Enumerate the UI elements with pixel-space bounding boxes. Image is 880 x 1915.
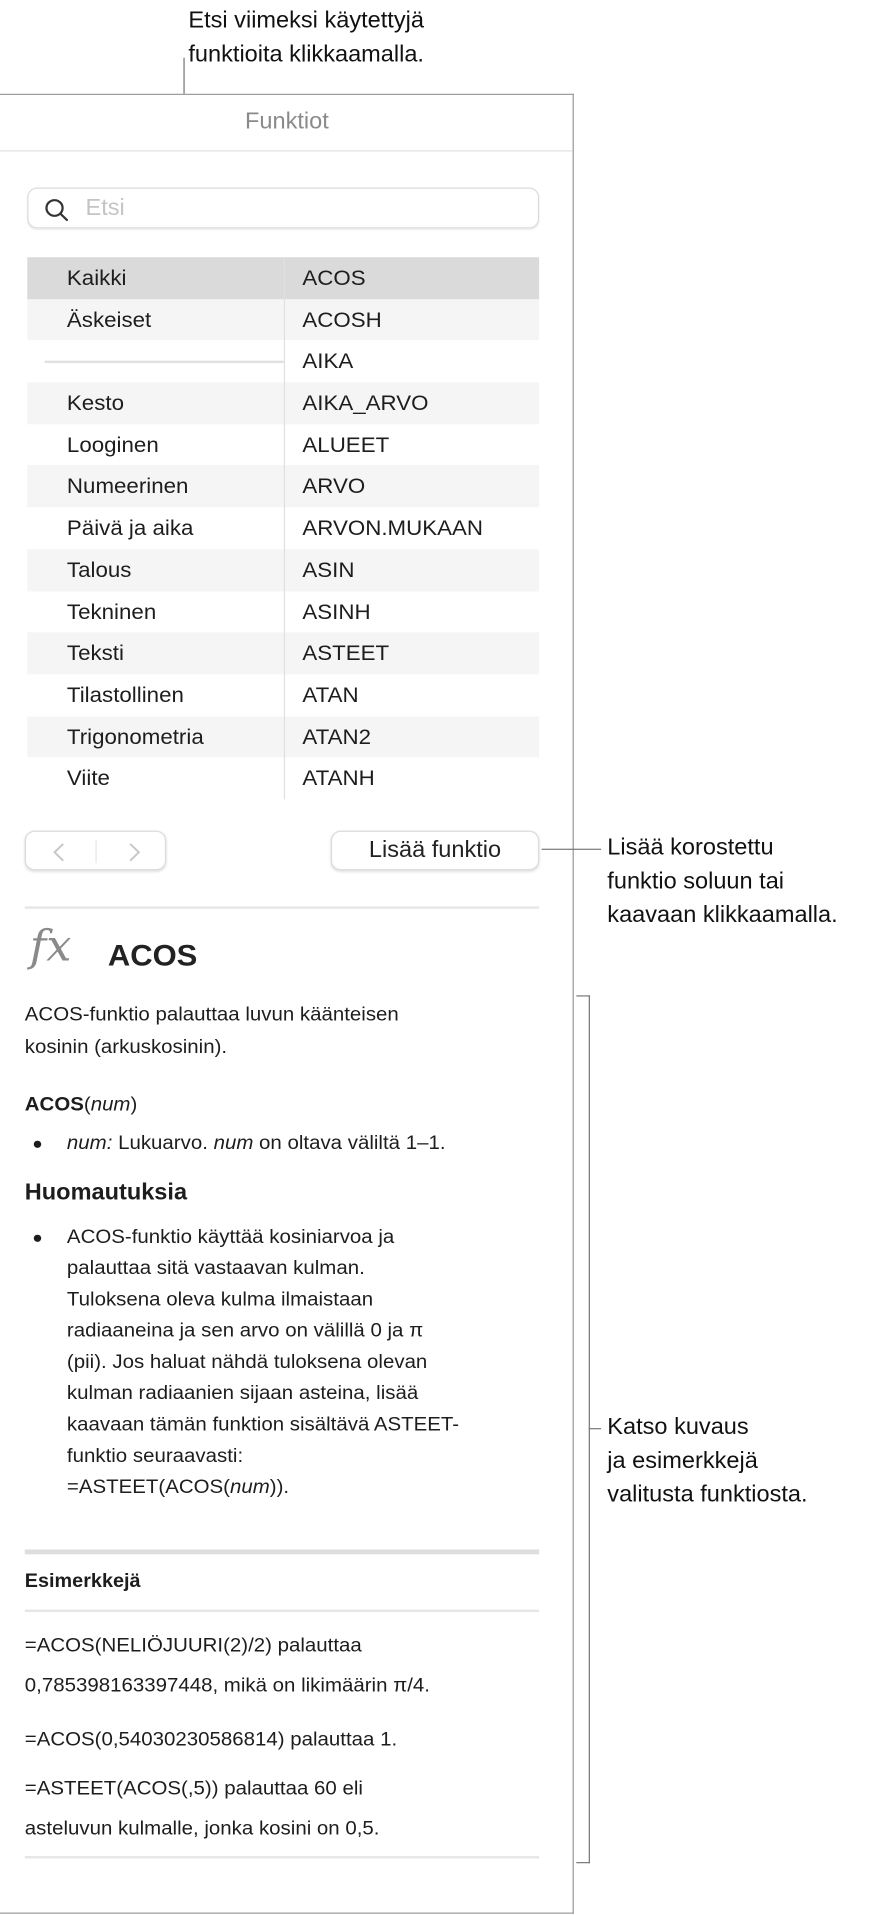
category-item[interactable]: Looginen <box>66 432 159 457</box>
arg-text: Lukuarvo. <box>112 1132 214 1155</box>
function-item[interactable]: ARVON.MUKAAN <box>302 515 483 540</box>
panel-title: Funktiot <box>245 109 329 135</box>
formula-text: )). <box>269 1476 290 1498</box>
callout-bracket <box>576 995 590 1863</box>
notes-line: funktio seuraavasti: <box>66 1444 244 1467</box>
category-item[interactable]: Tekninen <box>66 599 157 624</box>
notes-line: palauttaa sitä vastaavan kulman. <box>66 1257 365 1280</box>
function-browser <box>27 257 539 799</box>
category-item[interactable]: Päivä ja aika <box>66 515 194 540</box>
callout-description <box>607 1411 807 1512</box>
fx-icon: fx <box>29 922 72 972</box>
insert-function-label: Lisää funktio <box>368 837 502 864</box>
category-item[interactable]: Numeerinen <box>66 474 189 499</box>
example <box>25 1720 397 1760</box>
search-placeholder: Etsi <box>85 195 125 222</box>
notes-text <box>67 1221 459 1502</box>
example-line: =ACOS(NELIÖJUURI(2)/2) palauttaa <box>24 1634 362 1657</box>
function-item[interactable]: ASINH <box>302 599 371 624</box>
category-item[interactable]: Tilastollinen <box>66 682 184 707</box>
function-item[interactable]: ATAN <box>302 682 359 707</box>
callout-leader <box>589 1428 601 1429</box>
function-item[interactable]: ALUEET <box>302 432 390 457</box>
example-line: 0,785398163397448, mikä on likimäärin π/4. <box>24 1674 430 1697</box>
formula-arg: num <box>230 1476 270 1498</box>
callout-line: Etsi viimeksi käytettyjä <box>188 8 424 34</box>
chevron-right-icon[interactable] <box>125 841 142 863</box>
detail-divider <box>25 906 539 908</box>
callout-line: kaavaan klikkaamalla. <box>607 902 838 929</box>
notes-heading: Huomautuksia <box>24 1180 188 1206</box>
callout-line: funktio soluun tai <box>607 869 785 895</box>
callout-leader <box>542 849 601 850</box>
function-item[interactable]: ACOSH <box>302 307 382 332</box>
function-item[interactable]: ATANH <box>302 766 375 791</box>
examples-heading: Esimerkkejä <box>24 1571 141 1592</box>
notes-line: Tuloksena oleva kulma ilmaistaan <box>66 1288 374 1311</box>
search-field[interactable] <box>27 188 539 229</box>
callout-insert <box>607 832 837 933</box>
notes-formula <box>67 1471 459 1502</box>
category-item[interactable]: Kaikki <box>66 265 127 290</box>
formula-text: =ASTEET(ACOS( <box>66 1476 231 1498</box>
category-separator <box>45 361 284 363</box>
arg-text: on oltava väliltä 1–1. <box>253 1132 446 1155</box>
summary-line: ACOS-funktio palauttaa luvun käänteisen <box>24 1003 399 1026</box>
example-line: asteluvun kulmalle, jonka kosini on 0,5. <box>24 1817 380 1840</box>
callout-line: ja esimerkkejä <box>607 1448 758 1474</box>
category-item[interactable]: Trigonometria <box>66 724 204 749</box>
category-item[interactable]: Teksti <box>66 640 124 665</box>
title-divider <box>0 150 573 151</box>
function-item[interactable]: AIKA <box>302 349 354 374</box>
notes-line: ACOS-funktio käyttää kosiniarvoa ja <box>66 1226 395 1248</box>
summary-line: kosinin (arkuskosinin). <box>24 1036 228 1058</box>
examples-heading-divider <box>25 1610 539 1612</box>
example <box>25 1769 380 1848</box>
notes-line: (pii). Jos haluat nähdä tuloksena olevan <box>66 1351 428 1373</box>
function-item[interactable]: ACOS <box>302 265 366 290</box>
callout-line: valitusta funktiosta. <box>607 1482 808 1508</box>
history-nav <box>25 831 166 871</box>
notes-line: kulman radiaanien sijaan asteina, lisää <box>66 1382 419 1405</box>
chevron-left-icon[interactable] <box>51 841 68 863</box>
category-item[interactable]: Kesto <box>66 390 124 415</box>
arg-name: num: <box>66 1132 113 1155</box>
examples-divider <box>25 1550 539 1555</box>
syntax-arg: num <box>90 1093 131 1116</box>
column-divider <box>284 257 285 799</box>
function-item[interactable]: ARVO <box>302 474 366 499</box>
callout-line: funktioita klikkaamalla. <box>188 42 424 68</box>
function-item[interactable]: ASIN <box>302 557 355 582</box>
syntax-name: ACOS <box>24 1093 84 1116</box>
function-name: ACOS <box>107 938 198 973</box>
function-item[interactable]: AIKA_ARVO <box>302 390 429 415</box>
category-item[interactable]: Talous <box>66 557 132 582</box>
example <box>25 1626 430 1705</box>
search-icon <box>43 197 70 223</box>
callout-line: Katso kuvaus <box>607 1414 749 1441</box>
callout-recent <box>188 5 424 72</box>
functions-panel <box>0 94 574 1914</box>
category-item[interactable]: Äskeiset <box>66 307 152 332</box>
category-item[interactable]: Viite <box>66 766 110 791</box>
notes-line: radiaaneina ja sen arvo on välillä 0 ja π <box>66 1319 424 1342</box>
function-summary <box>25 999 399 1064</box>
nav-divider <box>95 840 96 863</box>
function-syntax: ACOS(num) <box>24 1093 138 1116</box>
example-line: =ASTEET(ACOS(,5)) palauttaa 60 eli <box>24 1777 363 1800</box>
arg-name: num <box>213 1132 254 1155</box>
example-line: =ACOS(0,54030230586814) palauttaa 1. <box>24 1728 398 1751</box>
function-item[interactable]: ATAN2 <box>302 724 372 749</box>
bottom-divider <box>25 1856 539 1858</box>
notes-line: kaavaan tämän funktion sisältävä ASTEET- <box>66 1413 460 1436</box>
insert-function-button[interactable] <box>331 831 539 871</box>
callout-line: Lisää korostettu <box>607 835 774 861</box>
function-item[interactable]: ASTEET <box>302 640 390 665</box>
bullet: ● <box>32 1227 43 1247</box>
argument-description <box>67 1128 446 1160</box>
bullet: ● <box>32 1133 43 1153</box>
